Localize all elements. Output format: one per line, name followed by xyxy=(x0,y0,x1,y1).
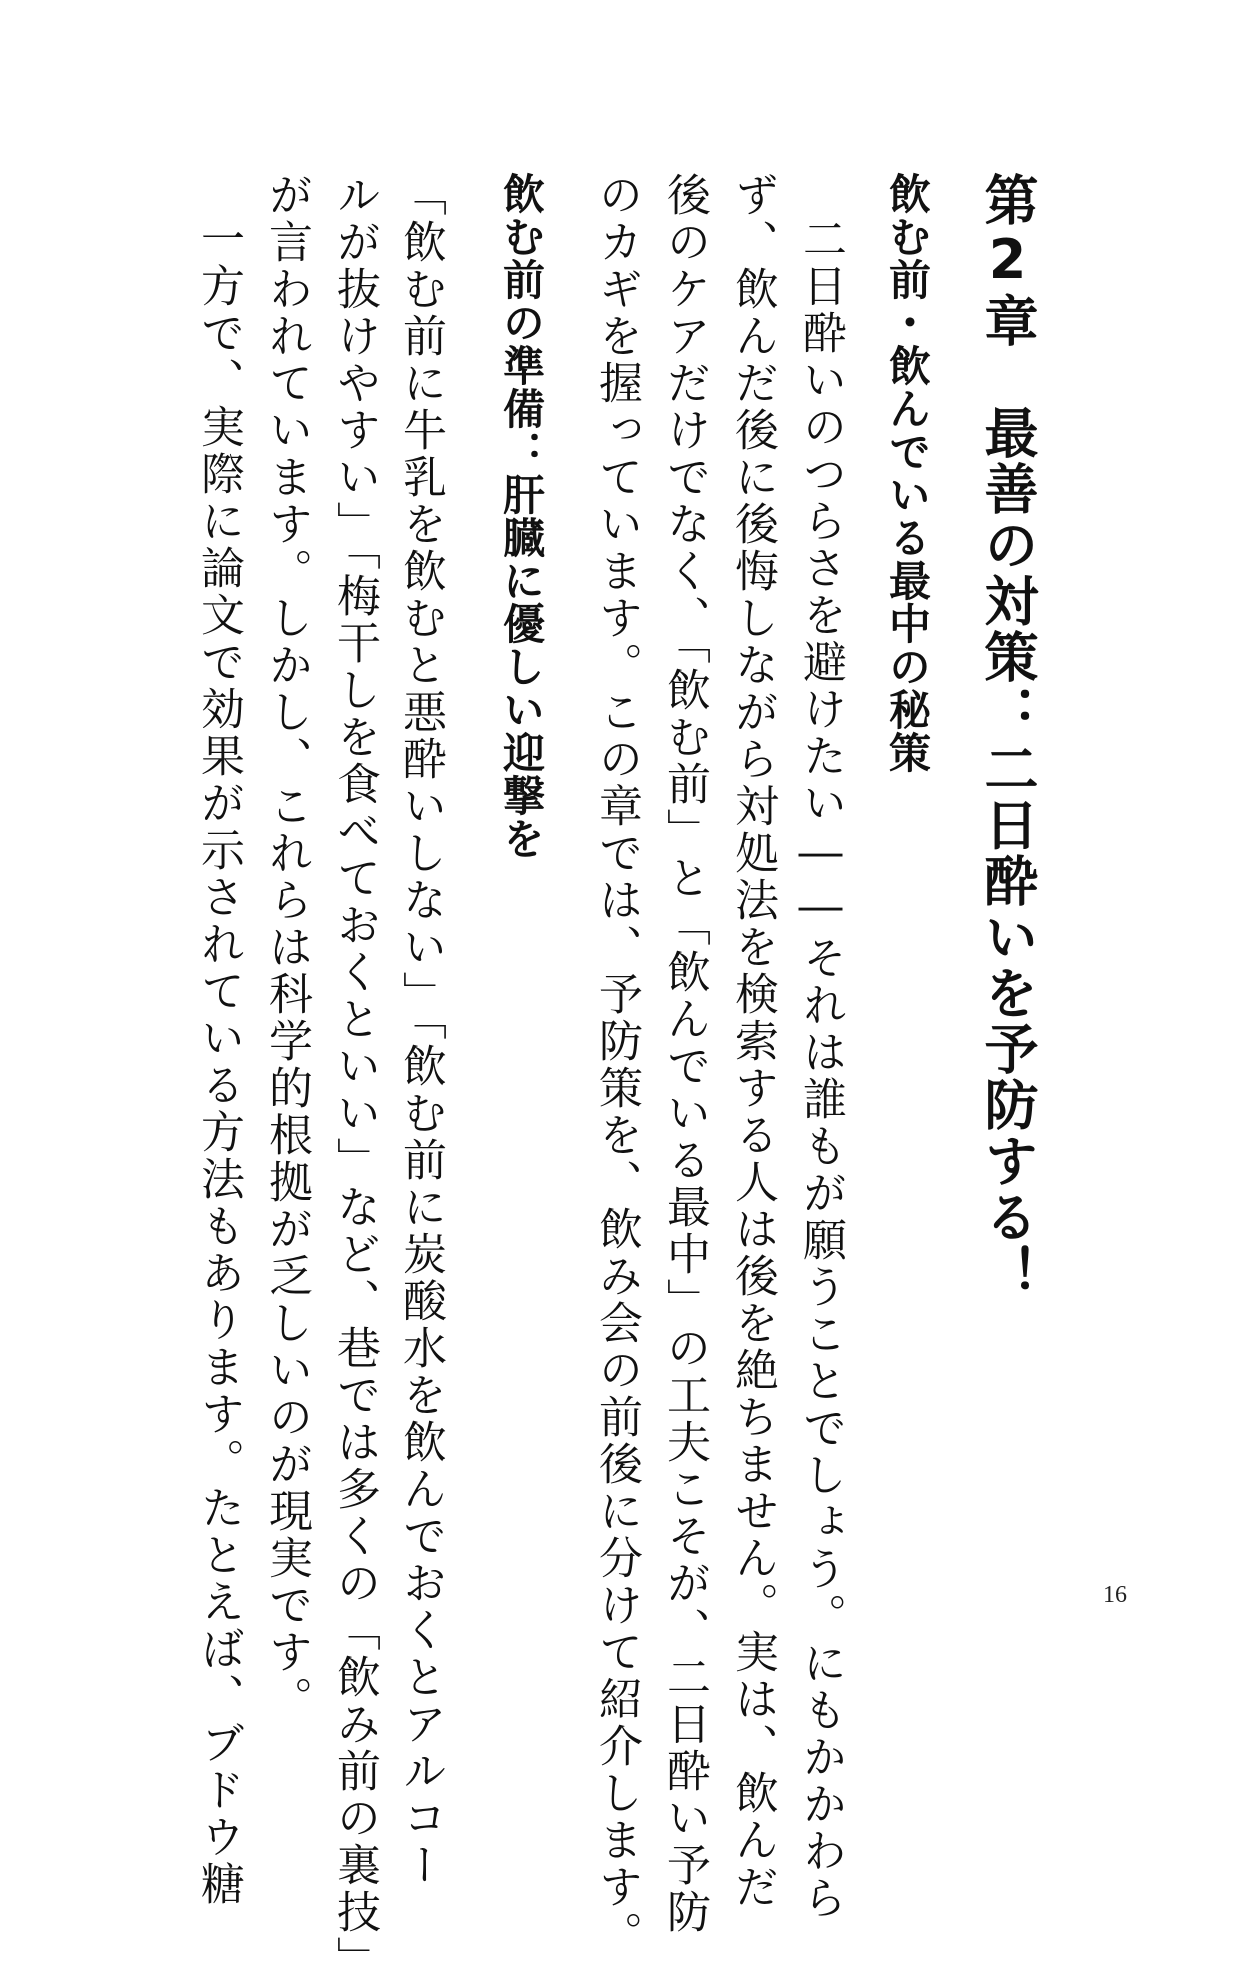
paragraph-line: 二日酔いのつらさを避けたい――それは誰もが願うことでしょう。にもかかわら xyxy=(795,216,846,1922)
paragraph-line: 「飲む前に牛乳を飲むと悪酔いしない」「飲む前に炭酸水を飲んでおくとアルコー xyxy=(395,172,446,1889)
paragraph-line: ず、飲んだ後に後悔しながら対処法を検索する人は後を絶ちません。実は、飲んだ xyxy=(727,172,778,1911)
paragraph-line: 後のケアだけでなく、「飲む前」と「飲んでいる最中」の工夫こそが、二日酔い予防 xyxy=(659,172,710,1936)
page-number: 16 xyxy=(1103,1582,1127,1608)
paragraph-line: のカギを握っています。この章では、予防策を、飲み会の前後に分けて紹介します。 xyxy=(591,172,642,1958)
section-heading-before-drinking: 飲む前の準備：肝臓に優しい迎撃を xyxy=(497,172,546,860)
section-heading-during-drinking: 飲む前・飲んでいる最中の秘策 xyxy=(883,172,932,774)
paragraph-line: 一方で、実際に論文で効果が示されている方法もあります。たとえば、ブドウ糖 xyxy=(193,216,244,1908)
chapter-title: 第2章 最善の対策：二日酔いを予防する！ xyxy=(976,172,1039,1301)
paragraph-line: が言われています。しかし、これらは科学的根拠が乏しいのが現実です。 xyxy=(261,172,312,1723)
paragraph-line: ルが抜けやすい」「梅干しを食べておくといい」など、巷では多くの「飲み前の裏技」 xyxy=(329,172,380,1983)
